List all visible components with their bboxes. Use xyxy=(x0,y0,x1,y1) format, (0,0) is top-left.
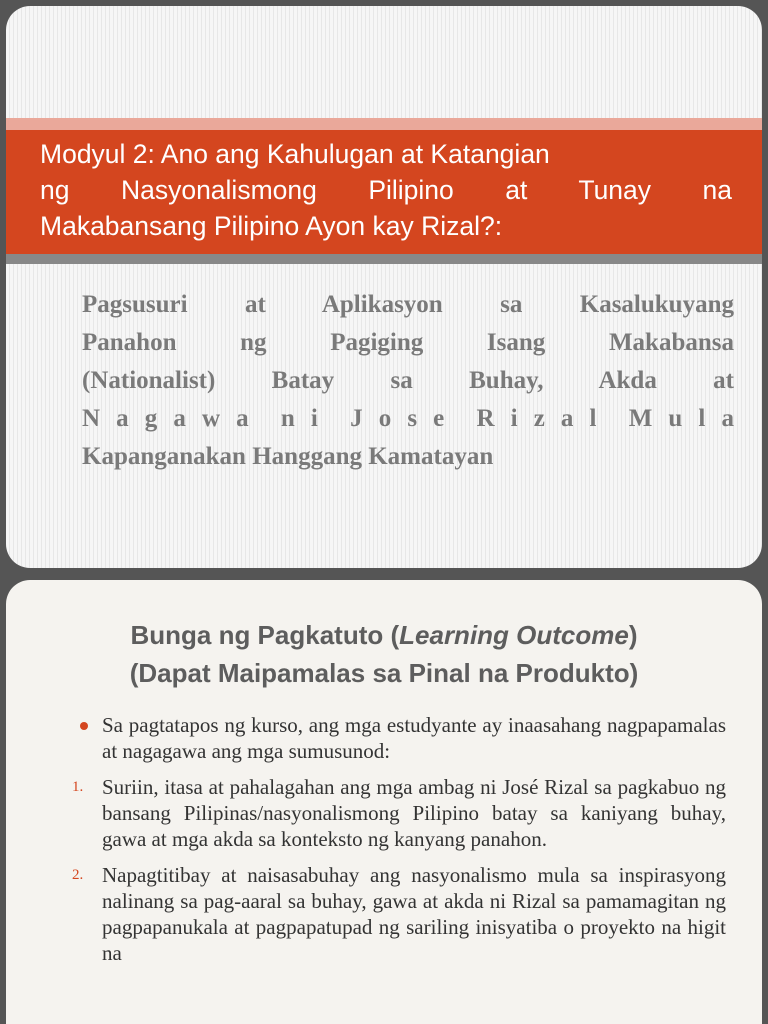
item-number: 1. xyxy=(72,779,84,795)
title-line-3: Makabansang Pilipino Ayon kay Rizal?: xyxy=(40,211,503,241)
item-number: 2. xyxy=(72,867,84,883)
list-item xyxy=(78,712,726,764)
heading-line-2: (Dapat Maipamalas sa Pinal na Produkto) xyxy=(129,658,639,688)
heading-line-1 xyxy=(130,620,637,650)
bullet-icon xyxy=(80,722,88,730)
subtitle-line-3: (Nationalist) Batay sa Buhay, Akda at xyxy=(82,367,734,394)
slide-subtitle xyxy=(82,286,734,476)
item-text: Suriin, itasa at pahalagahan ang mga ambag ni José Rizal sa pagkabuo ng bansang Pilipinas/nasyonalismong Pilipino batay sa kaniyang buhay, gawa at mga akda sa konteksto ng kanyang panahon. xyxy=(102,775,726,851)
subtitle-line-2: Panahon ng Pagiging Isang Makabansa xyxy=(82,329,734,356)
banner-underline xyxy=(6,254,762,264)
subtitle-line-1: Pagsusuri at Aplikasyon sa Kasalukuyang xyxy=(82,291,734,318)
list-item xyxy=(72,862,726,966)
slide-title xyxy=(40,136,732,244)
subtitle-line-5: Kapanganakan Hanggang Kamatayan xyxy=(82,443,494,470)
bullet-text: Sa pagtatapos ng kurso, ang mga estudyante ay inaasahang nagpapamalas at nagagawa ang mga sumusunod: xyxy=(102,713,726,763)
item-text: Napagtitibay at naisasabuhay ang nasyonalismo mula sa inspirasyong nalinang sa pag-aaral sa buhay, gawa at akda ni Rizal sa pamamagitan ng pagpapanukala at pagpapatupad ng sariling inisyatiba o proyekto na higit na xyxy=(102,863,726,965)
accent-stripe xyxy=(6,118,762,130)
heading-bold-start: Bunga ng Pagkatuto ( xyxy=(130,620,400,650)
heading-italic: Learning Outcome xyxy=(399,620,629,650)
title-slide xyxy=(6,6,762,568)
slide-heading xyxy=(6,616,762,692)
slide-body xyxy=(72,712,726,976)
title-line-1: Modyul 2: Ano ang Kahulugan at Katangian xyxy=(40,139,550,169)
learning-outcome-slide xyxy=(6,580,762,1024)
list-item xyxy=(72,774,726,852)
subtitle-line-4: N a g a w a n i J o s e R i z a l M u l a xyxy=(82,405,734,432)
title-line-2: ng Nasyonalismong Pilipino at Tunay na xyxy=(40,175,732,205)
heading-bold-end: ) xyxy=(628,620,638,650)
